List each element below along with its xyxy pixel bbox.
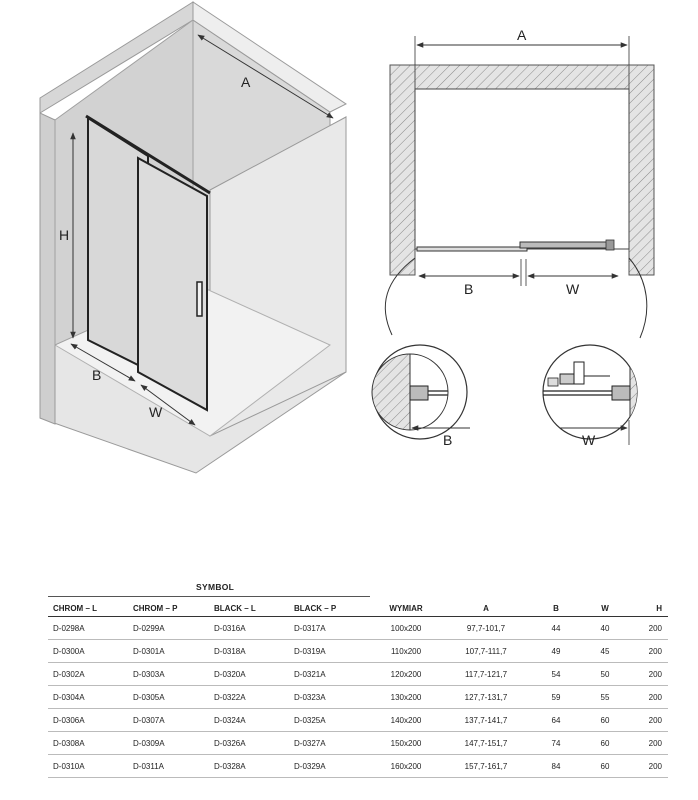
cell-a: 107,7-111,7 <box>442 640 530 663</box>
table-header-row <box>48 600 668 617</box>
cell-chrom-p: D-0307A <box>128 709 209 732</box>
dim-h-label: H <box>59 227 70 243</box>
dim-a-label: A <box>241 74 251 90</box>
cell-black-p: D-0321A <box>289 663 370 686</box>
plan-dim-b-label: B <box>464 281 474 297</box>
cell-black-p: D-0325A <box>289 709 370 732</box>
door-handle <box>197 282 202 316</box>
spec-table <box>48 600 668 778</box>
cell-black-l: D-0324A <box>209 709 289 732</box>
cell-a: 97,7-101,7 <box>442 617 530 640</box>
cell-wymiar: 130x200 <box>370 686 442 709</box>
cell-w: 45 <box>582 640 628 663</box>
cell-black-l: D-0326A <box>209 732 289 755</box>
cell-chrom-p: D-0303A <box>128 663 209 686</box>
cell-h: 200 <box>628 663 668 686</box>
symbol-group-header: SYMBOL <box>196 582 235 592</box>
col-header-chrom-p: CHROM – P <box>128 600 209 617</box>
cell-chrom-l: D-0310A <box>48 755 128 778</box>
cell-b: 44 <box>530 617 582 640</box>
cell-b: 84 <box>530 755 582 778</box>
cell-wymiar: 100x200 <box>370 617 442 640</box>
cell-black-p: D-0319A <box>289 640 370 663</box>
table-row <box>48 663 668 686</box>
cell-h: 200 <box>628 617 668 640</box>
cell-a: 117,7-121,7 <box>442 663 530 686</box>
plan-right-wall <box>629 65 654 275</box>
plan-fixed-panel <box>417 247 527 251</box>
dim-b-label: B <box>92 367 102 383</box>
plan-dim-w-label: W <box>566 281 580 297</box>
cell-black-l: D-0318A <box>209 640 289 663</box>
table-row <box>48 686 668 709</box>
cell-h: 200 <box>628 732 668 755</box>
cell-chrom-l: D-0298A <box>48 617 128 640</box>
cell-chrom-p: D-0301A <box>128 640 209 663</box>
cell-chrom-p: D-0309A <box>128 732 209 755</box>
cell-wymiar: 150x200 <box>370 732 442 755</box>
cell-w: 50 <box>582 663 628 686</box>
cell-b: 49 <box>530 640 582 663</box>
cell-a: 137,7-141,7 <box>442 709 530 732</box>
cell-black-p: D-0317A <box>289 617 370 640</box>
cell-chrom-p: D-0299A <box>128 617 209 640</box>
cell-a: 127,7-131,7 <box>442 686 530 709</box>
plan-interior <box>415 89 629 249</box>
table-row <box>48 755 668 778</box>
detail-dim-b-label: B <box>443 432 453 448</box>
left-wall-edge <box>40 113 55 424</box>
cell-black-l: D-0316A <box>209 617 289 640</box>
cell-b: 64 <box>530 709 582 732</box>
cell-black-l: D-0328A <box>209 755 289 778</box>
cell-w: 60 <box>582 709 628 732</box>
cell-chrom-p: D-0311A <box>128 755 209 778</box>
col-header-black-p: BLACK – P <box>289 600 370 617</box>
cell-chrom-l: D-0306A <box>48 709 128 732</box>
plan-sliding-panel <box>520 242 612 248</box>
cell-h: 200 <box>628 686 668 709</box>
cell-black-l: D-0322A <box>209 686 289 709</box>
cell-black-p: D-0329A <box>289 755 370 778</box>
isometric-view <box>40 2 346 473</box>
table-row <box>48 709 668 732</box>
cell-b: 54 <box>530 663 582 686</box>
cell-b: 74 <box>530 732 582 755</box>
table-row <box>48 732 668 755</box>
cell-chrom-l: D-0302A <box>48 663 128 686</box>
cell-chrom-l: D-0300A <box>48 640 128 663</box>
col-header-h: H <box>628 600 668 617</box>
cell-wymiar: 110x200 <box>370 640 442 663</box>
cell-h: 200 <box>628 640 668 663</box>
cell-black-p: D-0323A <box>289 686 370 709</box>
plan-dim-a-label: A <box>517 27 527 43</box>
cell-h: 200 <box>628 709 668 732</box>
detail-right <box>540 340 650 450</box>
col-header-w: W <box>582 600 628 617</box>
cell-a: 147,7-151,7 <box>442 732 530 755</box>
col-header-wymiar: WYMIAR <box>370 600 442 617</box>
table-row <box>48 617 668 640</box>
cell-w: 55 <box>582 686 628 709</box>
cell-b: 59 <box>530 686 582 709</box>
cell-chrom-p: D-0305A <box>128 686 209 709</box>
cell-chrom-l: D-0304A <box>48 686 128 709</box>
cell-wymiar: 160x200 <box>370 755 442 778</box>
detail-left <box>370 340 470 450</box>
col-header-black-l: BLACK – L <box>209 600 289 617</box>
detail-dim-w-label: W <box>582 432 596 448</box>
cell-w: 60 <box>582 732 628 755</box>
symbol-group-rule <box>48 596 370 597</box>
cell-h: 200 <box>628 755 668 778</box>
col-header-chrom-l: CHROM – L <box>48 600 128 617</box>
cell-wymiar: 140x200 <box>370 709 442 732</box>
plan-view <box>385 27 654 338</box>
cell-w: 40 <box>582 617 628 640</box>
plan-left-wall <box>390 65 415 275</box>
plan-top-wall <box>390 65 654 89</box>
cell-a: 157,7-161,7 <box>442 755 530 778</box>
col-header-a: A <box>442 600 530 617</box>
cell-chrom-l: D-0308A <box>48 732 128 755</box>
cell-wymiar: 120x200 <box>370 663 442 686</box>
cell-black-l: D-0320A <box>209 663 289 686</box>
dim-w-label: W <box>149 404 163 420</box>
col-header-b: B <box>530 600 582 617</box>
cell-black-p: D-0327A <box>289 732 370 755</box>
cell-w: 60 <box>582 755 628 778</box>
table-row <box>48 640 668 663</box>
